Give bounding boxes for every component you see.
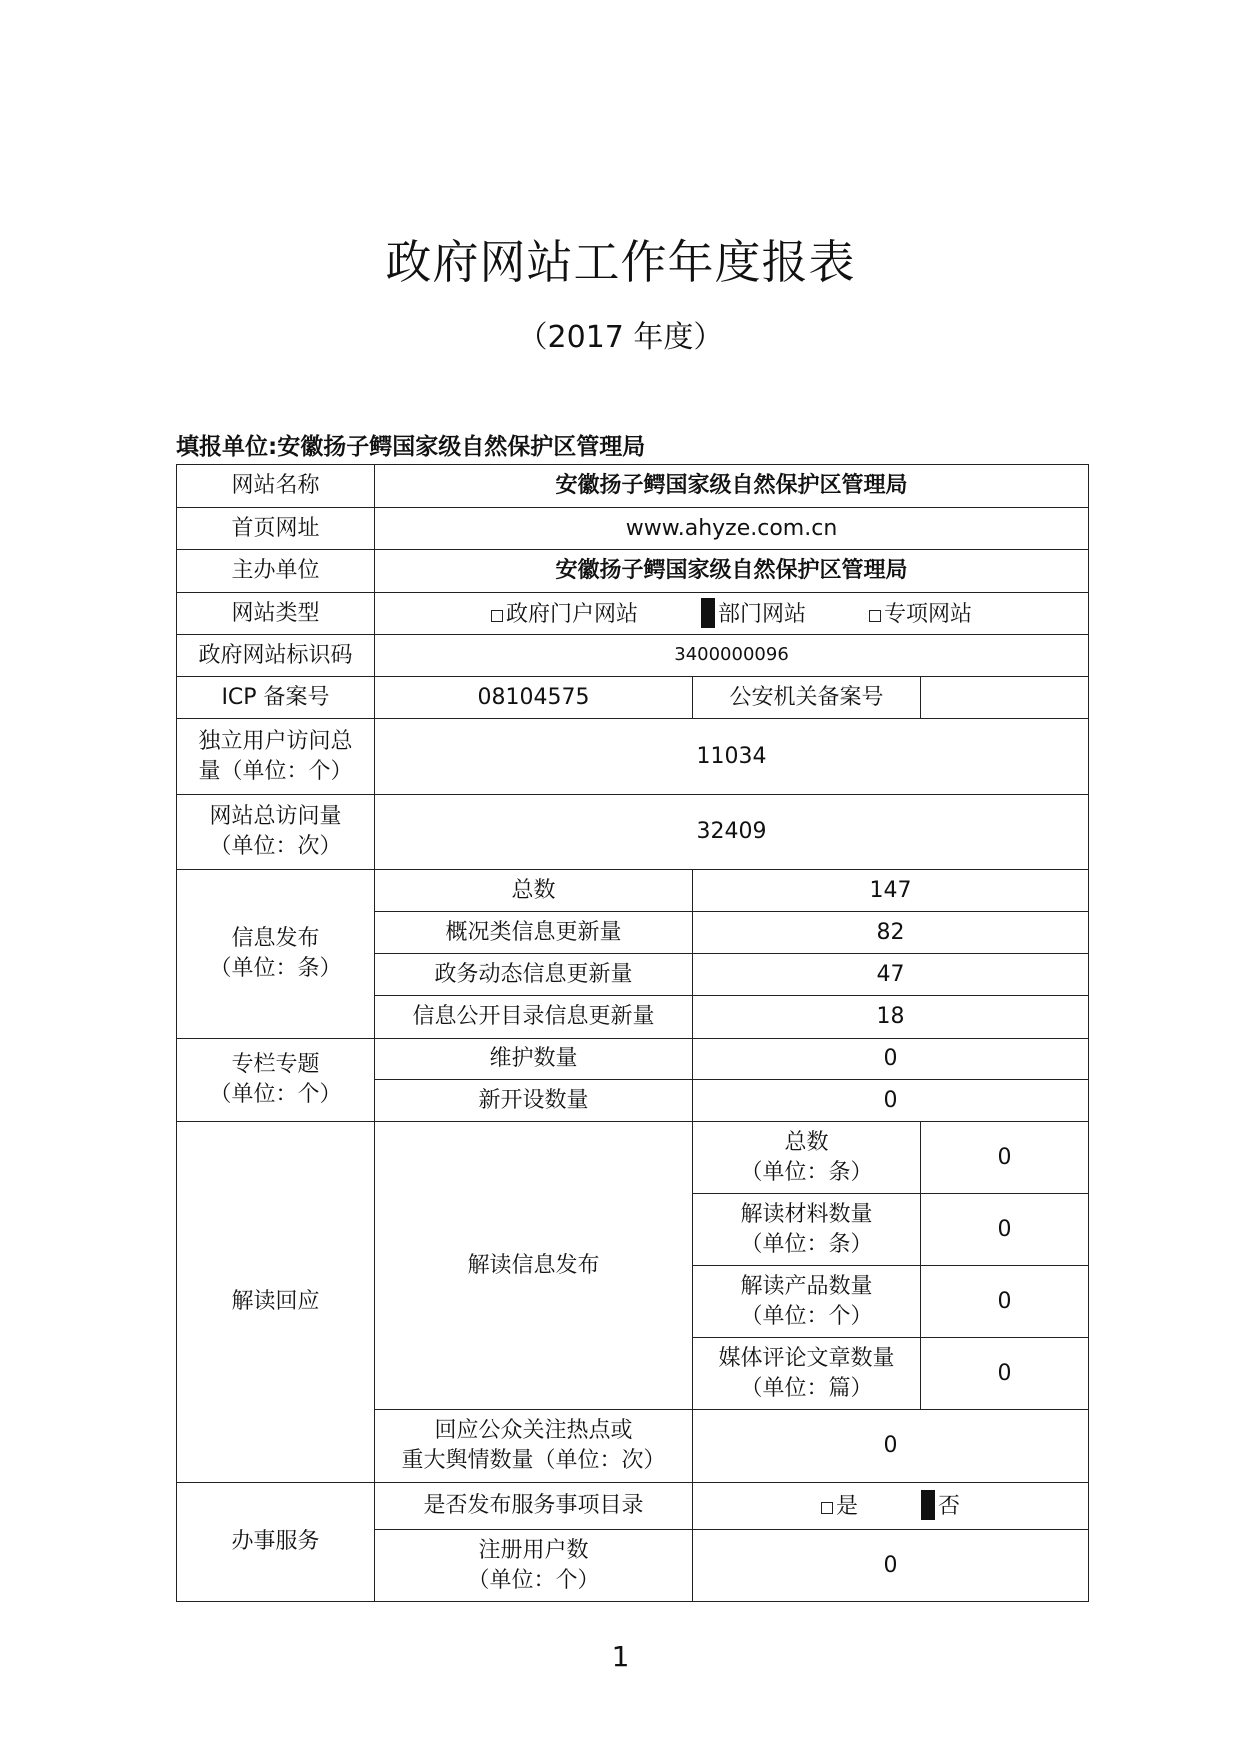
site-type-option-portal[interactable]: 政府门户网站 (491, 600, 638, 630)
report-table (176, 464, 1089, 1602)
icp-label: ICP 备案号 (177, 677, 375, 719)
checkbox-checked-icon (921, 1490, 935, 1520)
site-name-value: 安徽扬子鳄国家级自然保护区管理局 (375, 465, 1089, 508)
interpretation-item-label: 解读产品数量 （单位：个） (693, 1266, 921, 1338)
columns-item-label: 维护数量 (375, 1039, 693, 1080)
info-item-value: 18 (693, 996, 1089, 1039)
table-row (177, 635, 1089, 677)
page-number: 1 (611, 1640, 630, 1673)
info-item-label: 总数 (375, 870, 693, 912)
police-record-value (921, 677, 1089, 719)
interpretation-item-value: 0 (921, 1194, 1089, 1266)
table-row (177, 719, 1089, 795)
unique-visitors-value: 11034 (375, 719, 1089, 795)
report-year: （2017 年度） (517, 320, 724, 355)
info-publish-label: 信息发布 （单位：条） (177, 870, 375, 1039)
unique-visitors-label: 独立用户访问总 量（单位：个） (177, 719, 375, 795)
columns-label: 专栏专题 （单位：个） (177, 1039, 375, 1122)
table-row (177, 1122, 1089, 1194)
info-item-label: 概况类信息更新量 (375, 912, 693, 954)
columns-item-value: 0 (693, 1080, 1089, 1122)
interpretation-item-label: 总数 （单位：条） (693, 1122, 921, 1194)
interpretation-publish-label: 解读信息发布 (375, 1122, 693, 1410)
reporting-unit: 填报单位:安徽扬子鳄国家级自然保护区管理局 (176, 434, 646, 460)
interpretation-item-value: 0 (921, 1122, 1089, 1194)
checkbox-empty-icon (491, 610, 503, 622)
total-visits-value: 32409 (375, 795, 1089, 870)
service-catalog-option-no[interactable]: 否 (921, 1490, 960, 1522)
interpretation-item-value: 0 (921, 1266, 1089, 1338)
site-type-option-special[interactable]: 专项网站 (869, 600, 972, 630)
homepage-label: 首页网址 (177, 508, 375, 550)
site-code-value: 3400000096 (375, 635, 1089, 677)
services-label: 办事服务 (177, 1483, 375, 1602)
page-title: 政府网站工作年度报表 (385, 235, 856, 289)
service-catalog-options (693, 1483, 1089, 1530)
interpretation-label: 解读回应 (177, 1122, 375, 1483)
interpretation-item-label: 解读材料数量 （单位：条） (693, 1194, 921, 1266)
table-row (177, 593, 1089, 635)
info-item-label: 政务动态信息更新量 (375, 954, 693, 996)
columns-item-value: 0 (693, 1039, 1089, 1080)
site-type-option-department[interactable]: 部门网站 (701, 598, 806, 630)
checkbox-checked-icon (701, 598, 715, 628)
response-label: 回应公众关注热点或 重大舆情数量（单位：次） (375, 1410, 693, 1483)
site-type-options (375, 593, 1089, 635)
sponsor-label: 主办单位 (177, 550, 375, 593)
icp-value: 08104575 (375, 677, 693, 719)
registered-users-value: 0 (693, 1530, 1089, 1602)
table-row (177, 508, 1089, 550)
table-row (177, 550, 1089, 593)
interpretation-item-label: 媒体评论文章数量 （单位：篇） (693, 1338, 921, 1410)
site-code-label: 政府网站标识码 (177, 635, 375, 677)
table-row (177, 465, 1089, 508)
total-visits-label: 网站总访问量 （单位：次） (177, 795, 375, 870)
table-row (177, 795, 1089, 870)
table-row (177, 1039, 1089, 1080)
checkbox-empty-icon (821, 1502, 833, 1514)
service-catalog-label: 是否发布服务事项目录 (375, 1483, 693, 1530)
registered-users-label: 注册用户数 （单位：个） (375, 1530, 693, 1602)
table-row (177, 870, 1089, 912)
homepage-value: www.ahyze.com.cn (375, 508, 1089, 550)
info-item-value: 82 (693, 912, 1089, 954)
service-catalog-option-yes[interactable]: 是 (821, 1492, 858, 1522)
table-row (177, 677, 1089, 719)
response-value: 0 (693, 1410, 1089, 1483)
interpretation-item-value: 0 (921, 1338, 1089, 1410)
sponsor-value: 安徽扬子鳄国家级自然保护区管理局 (375, 550, 1089, 593)
info-item-label: 信息公开目录信息更新量 (375, 996, 693, 1039)
site-name-label: 网站名称 (177, 465, 375, 508)
info-item-value: 147 (693, 870, 1089, 912)
info-item-value: 47 (693, 954, 1089, 996)
police-record-label: 公安机关备案号 (693, 677, 921, 719)
site-type-label: 网站类型 (177, 593, 375, 635)
checkbox-empty-icon (869, 610, 881, 622)
columns-item-label: 新开设数量 (375, 1080, 693, 1122)
table-row (177, 1483, 1089, 1530)
